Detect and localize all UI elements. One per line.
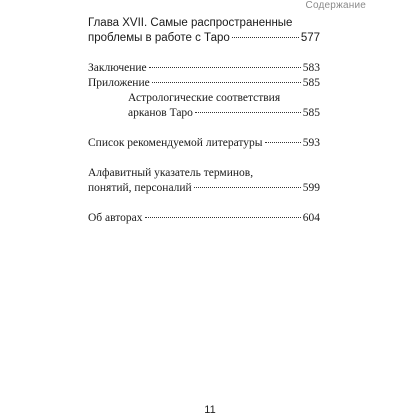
toc-page-number: 585: [302, 77, 320, 89]
toc-page-number: 583: [302, 62, 320, 74]
dot-leader: [265, 142, 301, 143]
page-number: 11: [204, 404, 216, 416]
dot-leader: [195, 112, 301, 113]
dot-leader: [145, 217, 301, 218]
toc-entry-title-line2: понятий, персоналий: [88, 182, 192, 194]
toc-entry-title: Об авторах: [88, 212, 143, 224]
toc-entry-title: Заключение: [88, 62, 147, 74]
toc-entry-title-line1: Глава XVII. Самые распространенные: [88, 17, 293, 29]
toc-entry-authors[interactable]: [88, 211, 320, 226]
toc-entry-chapter-17[interactable]: [88, 16, 320, 46]
dot-leader: [232, 37, 299, 38]
toc-page-number: 593: [302, 137, 320, 149]
dot-leader: [152, 82, 301, 83]
toc-page-number: 599: [302, 182, 320, 194]
toc-entry-title-line1: Алфавитный указатель терминов,: [88, 167, 254, 179]
toc-entry-title: Приложение: [88, 77, 150, 89]
running-head: Содержание: [305, 0, 366, 11]
toc-page-number: 577: [300, 32, 320, 44]
toc-entry-index[interactable]: [88, 166, 320, 196]
table-of-contents: [88, 16, 320, 226]
toc-entry-title-line1: Астрологические соответствия: [128, 92, 281, 104]
dot-leader: [149, 67, 301, 68]
toc-entry-conclusion[interactable]: [88, 61, 320, 76]
toc-entry-appendix[interactable]: [88, 76, 320, 91]
toc-entry-title: Список рекомендуемой литературы: [88, 137, 263, 149]
dot-leader: [194, 187, 301, 188]
toc-entry-literature[interactable]: [88, 136, 320, 151]
toc-entry-title-line2: проблемы в работе с Таро: [88, 32, 230, 44]
toc-page-number: 604: [302, 212, 320, 224]
toc-page-number: 585: [302, 107, 320, 119]
toc-entry-title-line2: арканов Таро: [128, 107, 193, 119]
toc-entry-appendix-astrology[interactable]: [88, 91, 320, 121]
